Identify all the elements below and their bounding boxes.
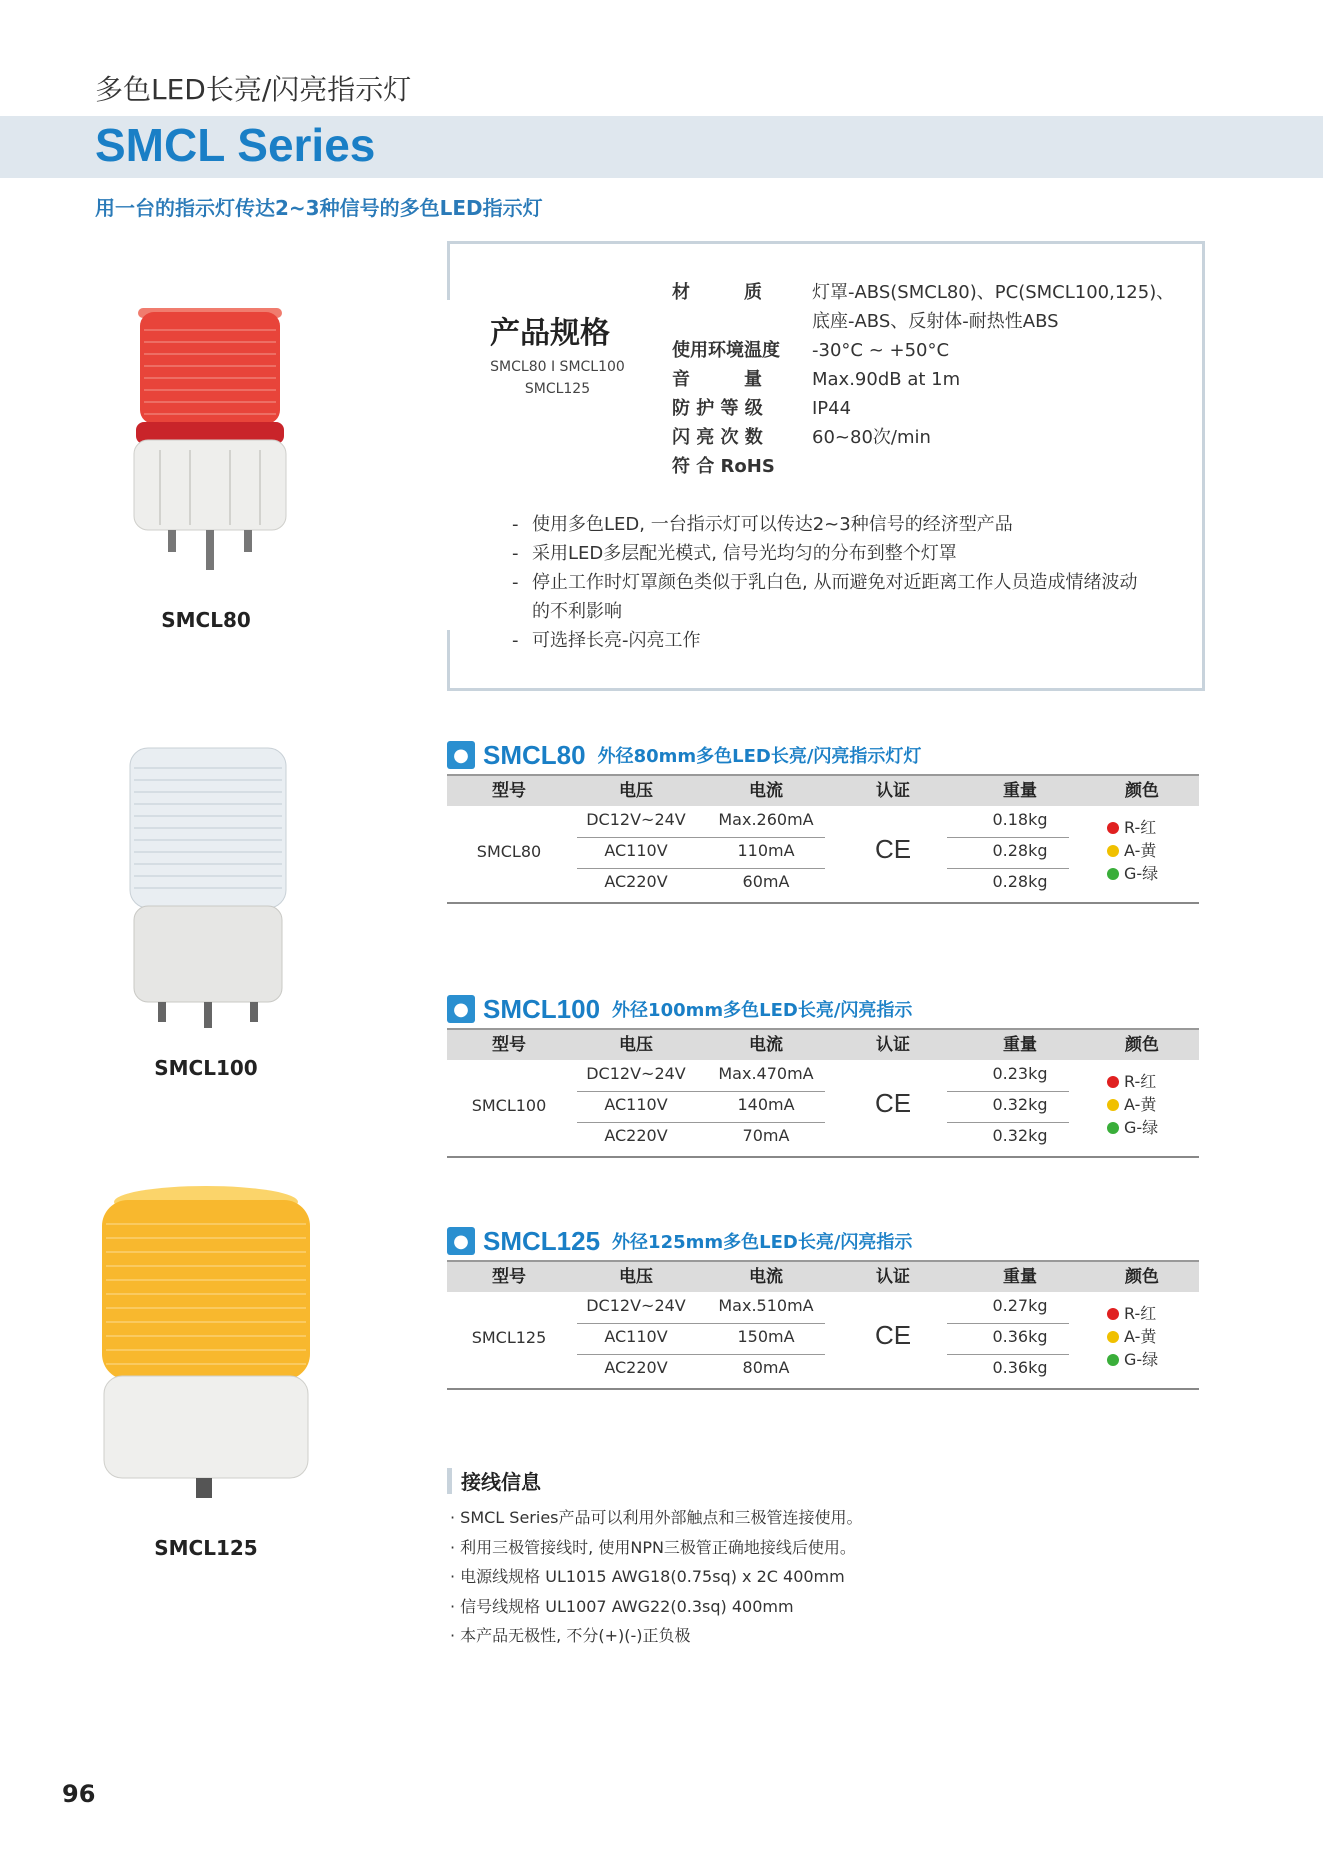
wiring-item: · 信号线规格 UL1007 AWG22(0.3sq) 400mm [450, 1596, 794, 1616]
color-dot-icon [1107, 1354, 1119, 1366]
color-label: A-黄 [1124, 1327, 1157, 1346]
weight-cell: 0.28kg [992, 872, 1048, 891]
table-body [447, 1292, 1199, 1390]
wiring-item: · 利用三极管接线时, 使用NPN三极管正确地接线后使用。 [450, 1537, 856, 1557]
spec-values [812, 278, 1192, 481]
row-divider [947, 1122, 1069, 1123]
current-cell: 60mA [742, 872, 790, 891]
weight-cell: 0.27kg [992, 1296, 1048, 1315]
column-header: 重量 [1003, 781, 1037, 801]
spec-label [672, 307, 794, 336]
color-label: G-绿 [1124, 1350, 1159, 1369]
column-header: 电流 [749, 781, 783, 801]
series-title: SMCL Series [95, 119, 376, 171]
row-divider [947, 1091, 1069, 1092]
row-divider [577, 1091, 825, 1092]
color-option [1107, 862, 1197, 885]
spec-box-gap-left [444, 300, 450, 630]
column-header: 认证 [876, 1035, 910, 1055]
color-dot-icon [1107, 868, 1119, 880]
spec-value: -30°C ~ +50°C [812, 340, 950, 361]
model-cell: SMCL125 [471, 1328, 547, 1347]
spec-heading: 产品规格 [490, 316, 610, 351]
lamp-icon: ● [447, 741, 475, 769]
spec-models [470, 356, 645, 400]
column-header: 颜色 [1125, 1035, 1159, 1055]
lamp-label: SMCL100 [154, 1056, 258, 1080]
column-header: 型号 [492, 1267, 526, 1287]
row-divider [947, 1354, 1069, 1355]
feature-item: - 使用多色LED, 一台指示灯可以传达2~3种信号的经济型产品 [512, 514, 1013, 535]
lamp-smcl80-image [120, 290, 300, 590]
table-header [447, 1260, 1199, 1292]
column-header: 型号 [492, 1035, 526, 1055]
section-model: SMCL125 [483, 1225, 601, 1256]
weight-cell: 0.18kg [992, 810, 1048, 829]
section-header [447, 738, 921, 772]
spec-table [447, 774, 1199, 904]
color-option [1107, 1348, 1197, 1371]
column-header: 颜色 [1125, 781, 1159, 801]
spec-value: 灯罩-ABS(SMCL80)、PC(SMCL100,125)、 [812, 282, 1175, 303]
weight-cell: 0.28kg [992, 841, 1048, 860]
voltage-cell: DC12V~24V [586, 810, 686, 829]
page-subtitle: 多色LED长亮/闪亮指示灯 [95, 73, 412, 106]
color-options [1107, 1302, 1197, 1371]
tagline: 用一台的指示灯传达2~3种信号的多色LED指示灯 [95, 196, 543, 220]
spec-value: 底座-ABS、反射体-耐热性ABS [812, 311, 1059, 332]
spec-label: 音 量 [672, 369, 762, 390]
weight-cell: 0.23kg [992, 1064, 1048, 1083]
spec-label: 材 质 [672, 282, 762, 303]
model-cell: SMCL100 [471, 1096, 547, 1115]
table-body [447, 1060, 1199, 1158]
spec-label: 闪 亮 次 数 [672, 427, 763, 448]
color-label: A-黄 [1124, 841, 1157, 860]
wiring-accent-bar [447, 1468, 452, 1494]
table-body [447, 806, 1199, 904]
color-dot-icon [1107, 1308, 1119, 1320]
spec-value: Max.90dB at 1m [812, 369, 961, 390]
spec-value: 60~80次/min [812, 427, 931, 448]
spec-labels [672, 278, 794, 481]
spec-label: 防 护 等 级 [672, 398, 763, 419]
column-header: 认证 [876, 1267, 910, 1287]
color-label: G-绿 [1124, 1118, 1159, 1137]
color-label: A-黄 [1124, 1095, 1157, 1114]
page-number: 96 [62, 1780, 96, 1808]
lamp-smcl125-image [96, 1180, 316, 1510]
feature-text: 使用多色LED, 一台指示灯可以传达2~3种信号的经济型产品 [532, 514, 1013, 535]
color-option [1107, 1070, 1197, 1093]
voltage-cell: AC110V [604, 841, 668, 860]
wiring-title: 接线信息 [461, 1470, 541, 1494]
feature-item: - 停止工作时灯罩颜色类似于乳白色, 从而避免对近距离工作人员造成情绪波动的不利影响 [512, 572, 1138, 622]
spec-label: 使用环境温度 [672, 340, 780, 361]
row-divider [577, 868, 825, 869]
lamp-label: SMCL80 [161, 608, 251, 632]
spec-value [812, 452, 1192, 481]
column-header: 电流 [749, 1035, 783, 1055]
feature-text: 停止工作时灯罩颜色类似于乳白色, 从而避免对近距离工作人员造成情绪波动的不利影响 [532, 572, 1138, 622]
column-header: 重量 [1003, 1267, 1037, 1287]
current-cell: 110mA [737, 841, 795, 860]
color-options [1107, 816, 1197, 885]
feature-text: 采用LED多层配光模式, 信号光均匀的分布到整个灯罩 [532, 543, 957, 564]
current-cell: 140mA [737, 1095, 795, 1114]
current-cell: 150mA [737, 1327, 795, 1346]
color-dot-icon [1107, 1122, 1119, 1134]
ce-mark: CE [874, 1088, 912, 1118]
color-dot-icon [1107, 1099, 1119, 1111]
ce-mark: CE [874, 834, 912, 864]
color-option [1107, 1093, 1197, 1116]
lamp-label: SMCL125 [154, 1536, 258, 1560]
section-desc: 外径100mm多色LED长亮/闪亮指示 [612, 1000, 913, 1021]
row-divider [947, 837, 1069, 838]
current-cell: 80mA [742, 1358, 790, 1377]
voltage-cell: DC12V~24V [586, 1296, 686, 1315]
color-dot-icon [1107, 845, 1119, 857]
model-cell: SMCL80 [476, 842, 542, 861]
voltage-cell: AC220V [604, 1126, 668, 1145]
voltage-cell: AC220V [604, 872, 668, 891]
lamp-dome [140, 312, 280, 424]
spec-table [447, 1260, 1199, 1390]
column-header: 重量 [1003, 1035, 1037, 1055]
column-header: 颜色 [1125, 1267, 1159, 1287]
color-option [1107, 1116, 1197, 1139]
column-header: 认证 [876, 781, 910, 801]
color-label: R-红 [1124, 1304, 1157, 1323]
column-header: 型号 [492, 781, 526, 801]
row-divider [577, 1354, 825, 1355]
color-option [1107, 816, 1197, 839]
row-divider [947, 1323, 1069, 1324]
weight-cell: 0.36kg [992, 1358, 1048, 1377]
spec-models-line: SMCL80 I SMCL100 [490, 359, 625, 375]
feature-item: - 可选择长亮-闪亮工作 [512, 630, 701, 651]
row-divider [577, 1122, 825, 1123]
voltage-cell: AC110V [604, 1327, 668, 1346]
current-cell: Max.510mA [718, 1296, 814, 1315]
color-dot-icon [1107, 1331, 1119, 1343]
row-divider [577, 837, 825, 838]
lamp-smcl100-image [118, 740, 298, 1030]
table-header [447, 774, 1199, 806]
column-header: 电压 [619, 781, 653, 801]
voltage-cell: DC12V~24V [586, 1064, 686, 1083]
color-label: G-绿 [1124, 864, 1159, 883]
voltage-cell: AC220V [604, 1358, 668, 1377]
feature-text: 可选择长亮-闪亮工作 [532, 630, 701, 651]
current-cell: Max.470mA [718, 1064, 814, 1083]
row-divider [577, 1323, 825, 1324]
color-label: R-红 [1124, 818, 1157, 837]
spec-value: IP44 [812, 398, 852, 419]
section-header [447, 992, 912, 1026]
spec-table [447, 1028, 1199, 1158]
ce-mark: CE [874, 1320, 912, 1350]
section-desc: 外径125mm多色LED长亮/闪亮指示 [612, 1232, 913, 1253]
section-model: SMCL80 [483, 739, 586, 770]
section-model: SMCL100 [483, 993, 601, 1024]
wiring-item: · 本产品无极性, 不分(+)(-)正负极 [450, 1626, 691, 1645]
wiring-item: · 电源线规格 UL1015 AWG18(0.75sq) x 2C 400mm [450, 1567, 845, 1586]
spec-label: 符 合 RoHS [672, 456, 775, 477]
current-cell: Max.260mA [718, 810, 814, 829]
wiring-item: · SMCL Series产品可以利用外部触点和三极管连接使用。 [450, 1508, 863, 1527]
section-desc: 外径80mm多色LED长亮/闪亮指示灯灯 [597, 746, 922, 767]
lamp-icon: ● [447, 1227, 475, 1255]
weight-cell: 0.36kg [992, 1327, 1048, 1346]
color-option [1107, 839, 1197, 862]
feature-item: - 采用LED多层配光模式, 信号光均匀的分布到整个灯罩 [512, 543, 957, 564]
weight-cell: 0.32kg [992, 1126, 1048, 1145]
color-options [1107, 1070, 1197, 1139]
feature-list [512, 510, 1192, 655]
table-header [447, 1028, 1199, 1060]
color-dot-icon [1107, 1076, 1119, 1088]
color-option [1107, 1302, 1197, 1325]
color-dot-icon [1107, 822, 1119, 834]
spec-models-line: SMCL125 [524, 381, 591, 397]
column-header: 电压 [619, 1267, 653, 1287]
wiring-list [450, 1503, 863, 1651]
color-label: R-红 [1124, 1072, 1157, 1091]
lamp-icon: ● [447, 995, 475, 1023]
voltage-cell: AC110V [604, 1095, 668, 1114]
current-cell: 70mA [742, 1126, 790, 1145]
column-header: 电压 [619, 1035, 653, 1055]
weight-cell: 0.32kg [992, 1095, 1048, 1114]
section-header [447, 1224, 912, 1258]
color-option [1107, 1325, 1197, 1348]
column-header: 电流 [749, 1267, 783, 1287]
spec-box-gap-right [1196, 300, 1202, 630]
row-divider [947, 868, 1069, 869]
